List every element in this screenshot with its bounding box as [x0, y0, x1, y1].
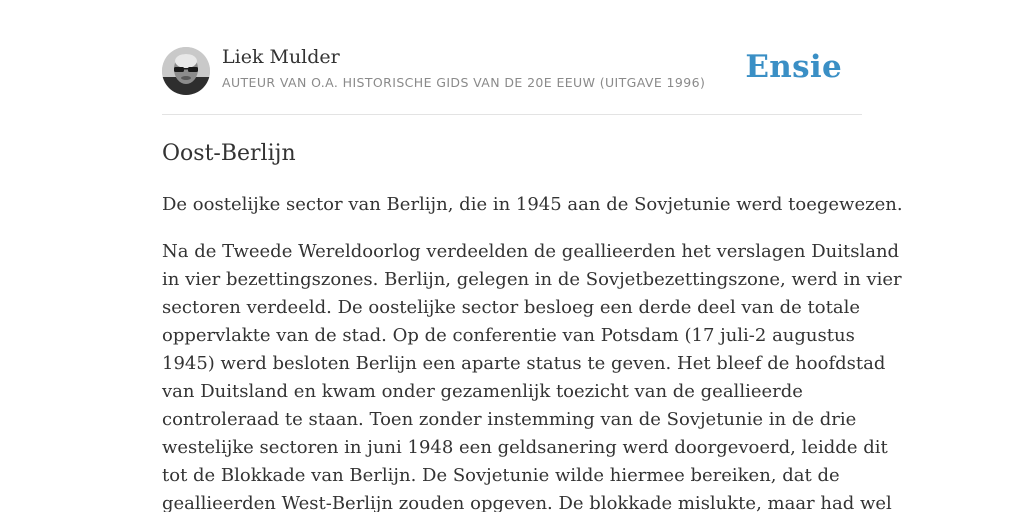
- ensie-logo[interactable]: Ensie: [745, 49, 842, 85]
- article-title: Oost-Berlijn: [162, 141, 296, 166]
- body-line: tot de Blokkade van Berlijn. De Sovjetunie wilde hiermee bereiken, dat de: [162, 465, 840, 486]
- body-line: in vier bezettingszones. Berlijn, gelegen in de Sovjetbezettingszone, werd in vier: [162, 269, 902, 290]
- body-line: 1945) werd besloten Berlijn een aparte status te geven. Het bleef de hoofdstad: [162, 353, 886, 374]
- article-body: [162, 238, 902, 512]
- author-name[interactable]: Liek Mulder: [222, 46, 340, 68]
- body-line: controleraad te staan. Toen zonder instemming van de Sovjetunie in de drie: [162, 409, 857, 430]
- author-subtitle: AUTEUR VAN O.A. HISTORISCHE GIDS VAN DE 20E EEUW (UITGAVE 1996): [222, 75, 706, 90]
- body-line: van Duitsland en kwam onder gezamenlijk toezicht van de geallieerde: [162, 381, 803, 402]
- author-avatar[interactable]: [162, 47, 210, 95]
- author-header: [162, 44, 862, 115]
- body-line: sectoren verdeeld. De oostelijke sector besloeg een derde deel van de totale: [162, 297, 860, 318]
- body-line: geallieerden West-Berlijn zouden opgeven. De blokkade mislukte, maar had wel: [162, 493, 892, 512]
- body-line: westelijke sectoren in juni 1948 een geldsanering werd doorgevoerd, leidde dit: [162, 437, 888, 458]
- portrait-icon: [162, 47, 210, 95]
- body-line: Na de Tweede Wereldoorlog verdeelden de geallieerden het verslagen Duitsland: [162, 241, 900, 262]
- body-line: oppervlakte van de stad. Op de conferentie van Potsdam (17 juli-2 augustus: [162, 325, 855, 346]
- article-container: [162, 44, 903, 512]
- article-lead: De oostelijke sector van Berlijn, die in 1945 aan de Sovjetunie werd toegewezen.: [162, 194, 903, 215]
